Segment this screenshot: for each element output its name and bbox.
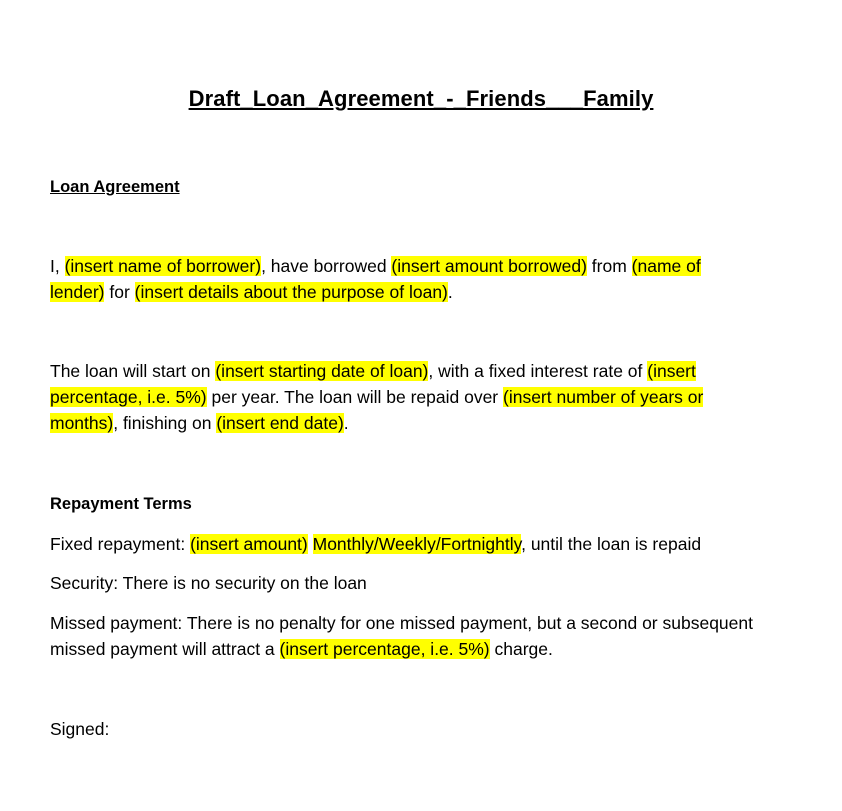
placeholder-repayment-frequency: Monthly/Weekly/Fortnightly [312,534,522,554]
text-segment: per year. The loan will be repaid over [206,387,503,407]
borrower-paragraph [50,253,795,305]
text-segment: for [104,282,135,302]
text-segment: , have borrowed [261,256,392,276]
text-segment: missed payment will attract a [50,639,280,659]
text-segment: . [447,282,453,302]
placeholder-loan-purpose: (insert details about the purpose of loan) [134,282,448,302]
placeholder-repayment-amount: (insert amount) [190,534,308,554]
text-segment: . [343,413,349,433]
placeholder-lender-name: (name of [631,256,701,276]
repayment-heading: Repayment Terms [50,495,192,513]
text-segment: , finishing on [113,413,217,433]
text-segment: Fixed repayment: [50,534,191,554]
text-segment: I, [50,256,65,276]
document-title: Draft_Loan_Agreement_-_Friends___Family [188,86,654,111]
placeholder-loan-term-cont: months) [50,413,114,433]
security-line: Security: There is no security on the loan [50,573,367,593]
text-segment: Missed payment: There is no penalty for one missed payment, but a second or subsequent [50,613,753,633]
text-segment: charge. [489,639,553,659]
placeholder-amount-borrowed: (insert amount borrowed) [391,256,587,276]
placeholder-interest-rate: (insert [647,361,696,381]
text-segment: The loan will start on [50,361,216,381]
fixed-repayment-line [50,531,795,557]
placeholder-borrower-name: (insert name of borrower) [64,256,262,276]
text-segment: from [586,256,632,276]
placeholder-end-date: (insert end date) [216,413,344,433]
placeholder-interest-rate-cont: percentage, i.e. 5%) [50,387,207,407]
text-segment: , until the loan is repaid [521,534,702,554]
section-heading: Loan Agreement [50,178,180,196]
text-segment: , with a fixed interest rate of [428,361,648,381]
placeholder-penalty-percentage: (insert percentage, i.e. 5%) [279,639,490,659]
placeholder-start-date: (insert starting date of loan) [215,361,429,381]
missed-payment-paragraph [50,610,795,662]
loan-terms-paragraph [50,358,795,436]
placeholder-loan-term: (insert number of years or [503,387,704,407]
signed-label: Signed: [50,719,110,739]
placeholder-lender-name-cont: lender) [50,282,105,302]
